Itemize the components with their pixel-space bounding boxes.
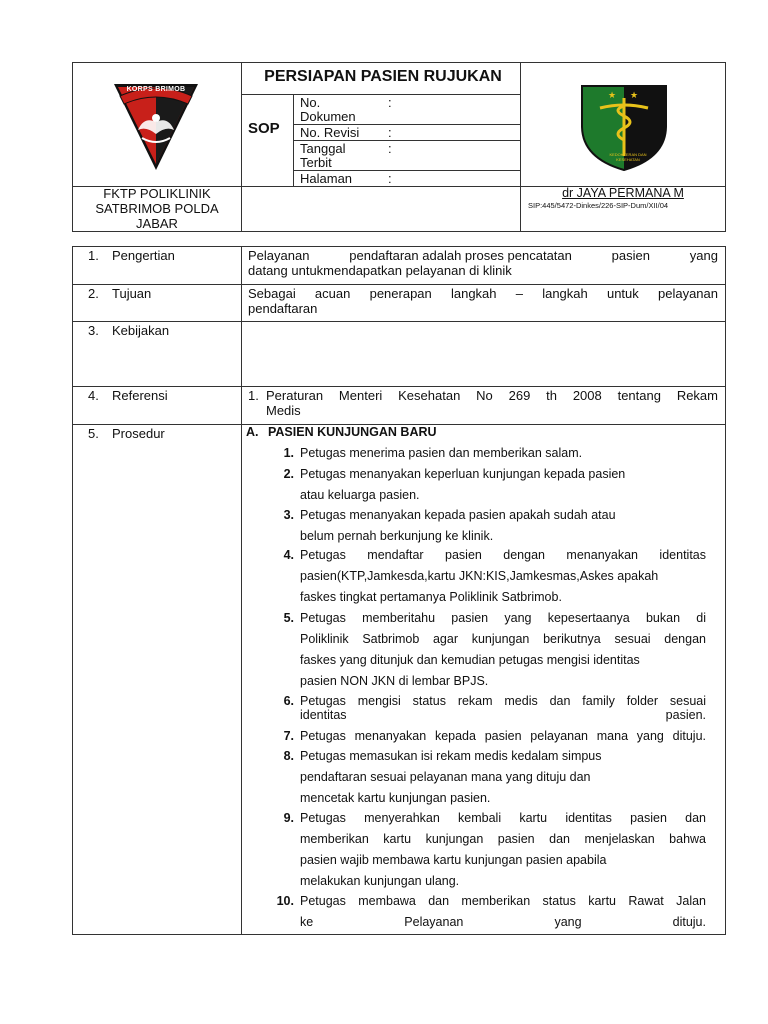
procedure-line: memberikan kartu kunjungan pasien dan menjelaskan bahwa: [300, 832, 706, 846]
signer-name: dr JAYA PERMANA M: [562, 186, 684, 200]
procedure-line: Petugas memasukan isi rekam medis kedalam simpus: [300, 749, 602, 763]
field-label: No. Revisi: [300, 125, 360, 140]
definition-line1: [248, 248, 718, 263]
page-title: PERSIAPAN PASIEN RUJUKAN: [264, 68, 502, 85]
sop-label: SOP: [248, 120, 280, 137]
korps-brimob-logo: [112, 82, 200, 172]
procedure-line: pasien wajib membawa kartu kunjungan pasien apabila: [300, 853, 607, 867]
word: pasien: [611, 248, 650, 263]
procedure-number: 2.: [283, 467, 294, 481]
row-divider: [72, 321, 726, 322]
procedure-number: 1.: [283, 446, 294, 460]
section-label: Tujuan: [112, 286, 152, 301]
procedure-line: faskes yang ditunjuk dan kemudian petugas mengisi identitas: [300, 653, 640, 667]
org-name: [74, 186, 240, 231]
svg-text:★: ★: [608, 91, 617, 101]
procedure-line: mencetak kartu kunjungan pasien.: [300, 791, 491, 805]
procedure-line: pendaftaran sesuai pelayanan mana yang dituju dan: [300, 770, 591, 784]
procedure-line: pasien NON JKN di lembar BPJS.: [300, 674, 489, 688]
procedure-number: 8.: [283, 749, 294, 763]
procedure-line: Petugas menanyakan kepada pasien apakah sudah atau: [300, 508, 616, 522]
purpose-line2: pendaftaran: [248, 301, 318, 316]
procedure-number: 5.: [283, 611, 294, 625]
org-line3: JABAR: [136, 216, 178, 231]
field-no-revisi: [294, 125, 520, 141]
field-label: [300, 142, 346, 170]
reference-line1: Peraturan Menteri Kesehatan No 269 th 2008 tentang Rekam: [266, 388, 718, 403]
procedure-line: Petugas membawa dan memberikan status kartu Rawat Jalan: [300, 894, 706, 908]
procedure-line: Petugas mengisi status rekam medis dan family folder sesuai: [300, 694, 706, 708]
section-label: Kebijakan: [112, 323, 170, 338]
section-num: 4.: [88, 388, 99, 403]
section-num: 3.: [88, 323, 99, 338]
section-label: Referensi: [112, 388, 168, 403]
reference-line2: Medis: [266, 403, 301, 418]
procedure-line: Petugas memberitahu pasien yang kepesertaanya bukan di: [300, 611, 706, 625]
row-divider: [72, 386, 726, 387]
procedure-line: Petugas mendaftar pasien dengan menanyakan identitas: [300, 548, 706, 562]
svg-text:★: ★: [630, 91, 639, 101]
procedure-line: Petugas menyerahkan kembali kartu identitas pasien dan: [300, 811, 706, 825]
definition-line2: datang untukmendapatkan pelayanan di klinik: [248, 263, 512, 278]
kedokteran-kesehatan-logo: [578, 80, 670, 172]
procedure-line: pasien(KTP,Jamkesda,kartu JKN:KIS,Jamkesmas,Askes apakah: [300, 569, 659, 583]
field-label: Halaman: [300, 171, 353, 186]
field-colon: :: [388, 171, 392, 186]
procedure-line: Petugas menanyakan kepada pasien pelayanan mana yang dituju.: [300, 729, 706, 743]
procedure-line: faskes tingkat pertamanya Poliklinik Satbrimob.: [300, 590, 562, 604]
field-label-line1: Tanggal: [300, 141, 346, 156]
field-label-line2: Terbit: [300, 155, 332, 170]
field-halaman: [294, 171, 520, 187]
subheading: PASIEN KUNJUNGAN BARU: [268, 425, 437, 439]
section-label: Pengertian: [112, 248, 175, 263]
procedure-number: 9.: [283, 811, 294, 825]
field-colon: :: [388, 141, 392, 156]
procedure-line: Petugas menerima pasien dan memberikan salam.: [300, 446, 583, 460]
field-tanggal-terbit: [294, 141, 520, 171]
reference-num: 1.: [248, 388, 259, 403]
purpose-line1: Sebagai acuan penerapan langkah – langkah untuk pelayanan: [248, 286, 718, 301]
procedure-line: ke Pelayanan yang dituju.: [300, 915, 706, 929]
word: pendaftaran adalah proses pencatatan: [349, 248, 572, 263]
left-logo-text: KORPS BRIMOB: [126, 86, 186, 93]
row-divider: [72, 284, 726, 285]
field-label: [300, 96, 356, 124]
content-column-divider: [241, 246, 242, 935]
field-no-dokumen: [294, 95, 520, 125]
procedure-line: melakukan kunjungan ulang.: [300, 874, 460, 888]
field-colon: :: [388, 125, 392, 140]
procedure-line: identitas pasien.: [300, 708, 706, 722]
procedure-line: Petugas menanyakan keperluan kunjungan kepada pasien: [300, 467, 626, 481]
org-line2: SATBRIMOB POLDA: [95, 201, 219, 216]
section-num: 1.: [88, 248, 99, 263]
header-divider-left: [241, 62, 242, 232]
procedure-number: 10.: [276, 894, 294, 908]
org-line1: FKTP POLIKLINIK: [103, 186, 211, 201]
procedure-number: 4.: [283, 548, 294, 562]
document-fields: [294, 95, 520, 187]
field-colon: :: [388, 95, 392, 110]
field-label-line1: No.: [300, 95, 321, 110]
word: yang: [689, 248, 718, 263]
subheading-letter: A.: [246, 425, 259, 439]
header-divider-right: [520, 62, 521, 232]
section-label: Prosedur: [112, 426, 165, 441]
word: Pelayanan: [248, 248, 310, 263]
procedure-line: Poliklinik Satbrimob agar kunjungan berikutnya sesuai dengan: [300, 632, 706, 646]
section-num: 5.: [88, 426, 99, 441]
field-label-line2: Dokumen: [300, 109, 356, 124]
procedure-number: 6.: [283, 694, 294, 708]
signer-sip: SIP:445/5472-Dinkes/226-SIP-Dum/XII/04: [528, 201, 669, 210]
right-logo-text: KEDOKTERAN DAN KESEHATAN: [609, 152, 647, 162]
procedure-line: atau keluarga pasien.: [300, 488, 420, 502]
procedure-line: belum pernah berkunjung ke klinik.: [300, 529, 494, 543]
procedure-number: 7.: [283, 729, 294, 743]
procedure-number: 3.: [283, 508, 294, 522]
section-num: 2.: [88, 286, 99, 301]
